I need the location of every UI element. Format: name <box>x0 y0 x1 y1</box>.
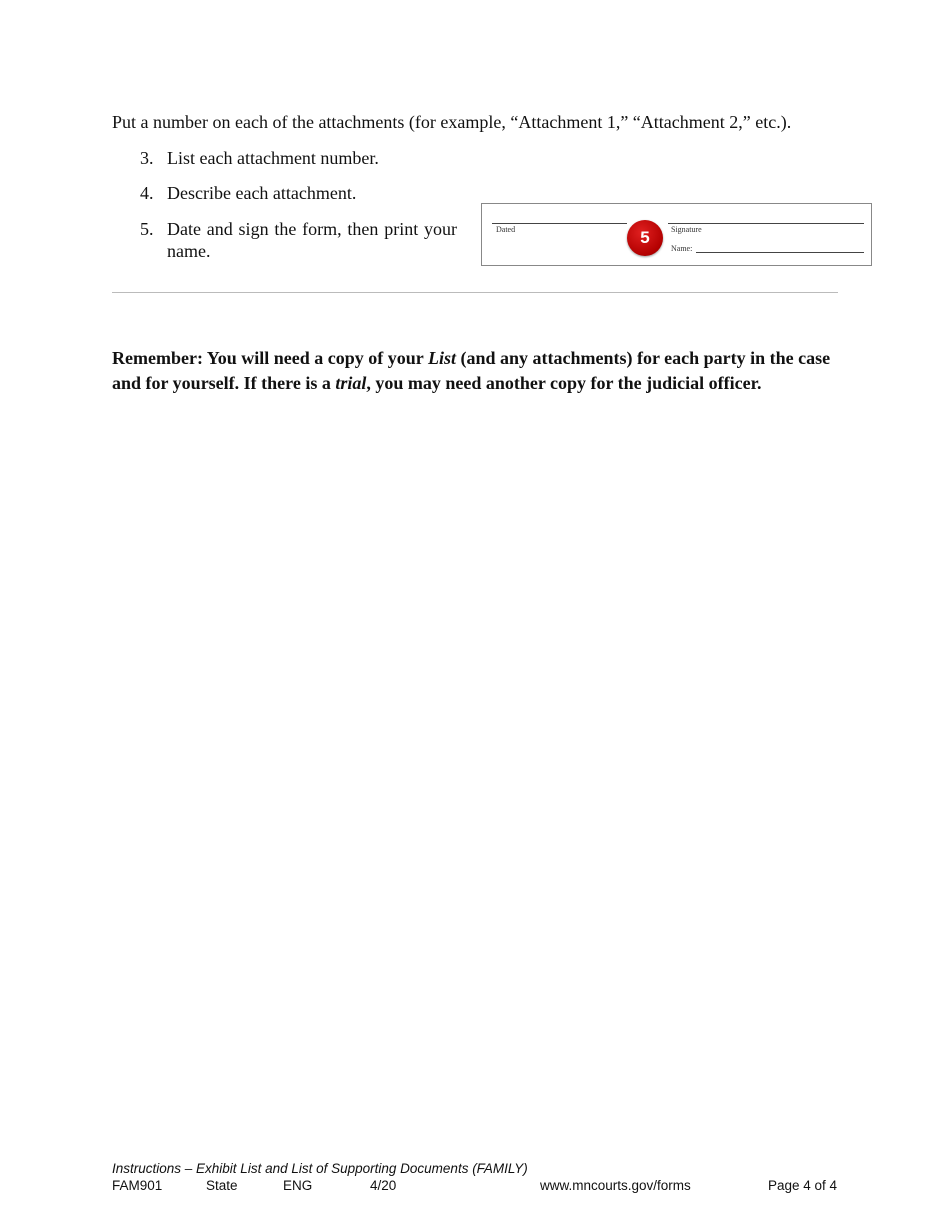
footer-title: Instructions – Exhibit List and List of Supporting Documents (FAMILY) <box>112 1161 528 1176</box>
section-divider <box>112 292 838 293</box>
remember-note <box>112 346 838 396</box>
remember-lead: Remember: You will need a copy of your <box>112 348 428 368</box>
dated-label: Dated <box>496 225 516 234</box>
step-text: Describe each attachment. <box>167 183 357 203</box>
footer-page-number: Page 4 of 4 <box>768 1178 838 1193</box>
signature-line <box>668 223 864 224</box>
step-number: 5. <box>140 219 154 239</box>
intro-instruction: Put a number on each of the attachments (for example, “Attachment 1,” “Attachment 2,” etc.). <box>112 112 792 132</box>
remember-tail: , you may need another copy for the judicial officer. <box>366 373 762 393</box>
footer-form-code: FAM901 <box>112 1178 163 1193</box>
signature-label: Signature <box>671 225 702 234</box>
step-number: 4. <box>140 183 154 203</box>
name-line <box>696 252 864 253</box>
remember-list-word: List <box>427 348 456 368</box>
name-label: Name: <box>671 244 693 253</box>
signature-sample-box <box>481 203 872 266</box>
footer-jurisdiction: State <box>206 1178 238 1193</box>
step-text: Date and sign the form, then print your name. <box>167 219 457 261</box>
footer-language: ENG <box>283 1178 313 1193</box>
footer-website[interactable]: www.mncourts.gov/forms <box>540 1178 691 1193</box>
footer-revision: 4/20 <box>370 1178 397 1193</box>
remember-middle: (and any attachments) for each party in the case and for yourself. If there is a <box>112 348 831 393</box>
remember-trial-word: trial <box>335 373 367 393</box>
dated-line <box>492 223 627 224</box>
step-number: 3. <box>140 148 154 168</box>
step-5-badge: 5 <box>627 220 663 256</box>
step-text: List each attachment number. <box>167 148 379 168</box>
